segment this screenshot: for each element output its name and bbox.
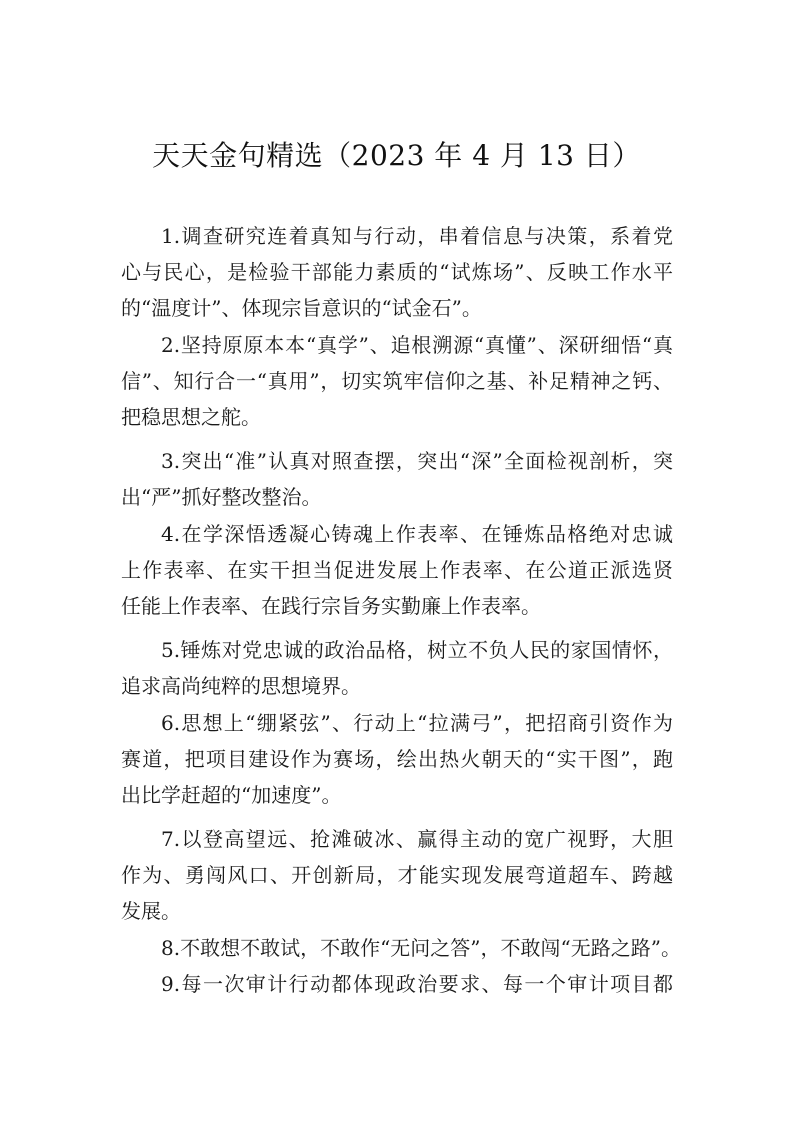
page-title: 天天金句精选（2023 年 4 月 13 日） xyxy=(152,139,641,172)
item-7-line-2: 作为、勇闯风口、开创新局，才能实现发展弯道超车、跨越 xyxy=(121,863,673,887)
item-1-line-1: 1.调查研究连着真知与行动，串着信息与决策，系着党 xyxy=(161,224,673,248)
item-3-line-1: 3.突出“准”认真对照查摆，突出“深”全面检视剖析，突 xyxy=(161,449,673,473)
item-3-line-2: 出“严”抓好整改整治。 xyxy=(121,485,322,509)
item-4-line-1: 4.在学深悟透凝心铸魂上作表率、在锤炼品格绝对忠诚 xyxy=(161,522,673,546)
item-5-line-2: 追求高尚纯粹的思想境界。 xyxy=(121,674,361,698)
item-2-line-3: 把稳思想之舵。 xyxy=(121,405,261,429)
item-5-line-1: 5.锤炼对党忠诚的政治品格，树立不负人民的家国情怀， xyxy=(161,638,673,662)
item-8-line-1: 8.不敢想不敢试，不敢作“无问之答”，不敢闯“无路之路”。 xyxy=(161,936,681,960)
item-2-line-1: 2.坚持原原本本“真学”、追根溯源“真懂”、深研细悟“真 xyxy=(161,333,673,357)
item-7-line-3: 发展。 xyxy=(121,899,181,923)
item-1-line-3: 的“温度计”、体现宗旨意识的“试金石”。 xyxy=(121,296,482,320)
item-1-line-2: 心与民心，是检验干部能力素质的“试炼场”、反映工作水平 xyxy=(121,260,673,284)
item-6-line-2: 赛道，把项目建设作为赛场，绘出热火朝天的“实干图”，跑 xyxy=(121,747,673,771)
item-4-line-3: 任能上作表率、在践行宗旨务实勤廉上作表率。 xyxy=(121,594,541,618)
item-7-line-1: 7.以登高望远、抢滩破冰、赢得主动的宽广视野，大胆 xyxy=(161,827,673,851)
item-9-line-1: 9.每一次审计行动都体现政治要求、每一个审计项目都 xyxy=(161,972,673,996)
item-4-line-2: 上作表率、在实干担当促进发展上作表率、在公道正派选贤 xyxy=(121,558,673,582)
item-2-line-2: 信”、知行合一“真用”，切实筑牢信仰之基、补足精神之钙、 xyxy=(121,369,673,393)
item-6-line-3: 出比学赶超的“加速度”。 xyxy=(121,783,342,807)
item-6-line-1: 6.思想上“绷紧弦”、行动上“拉满弓”，把招商引资作为 xyxy=(161,711,673,735)
